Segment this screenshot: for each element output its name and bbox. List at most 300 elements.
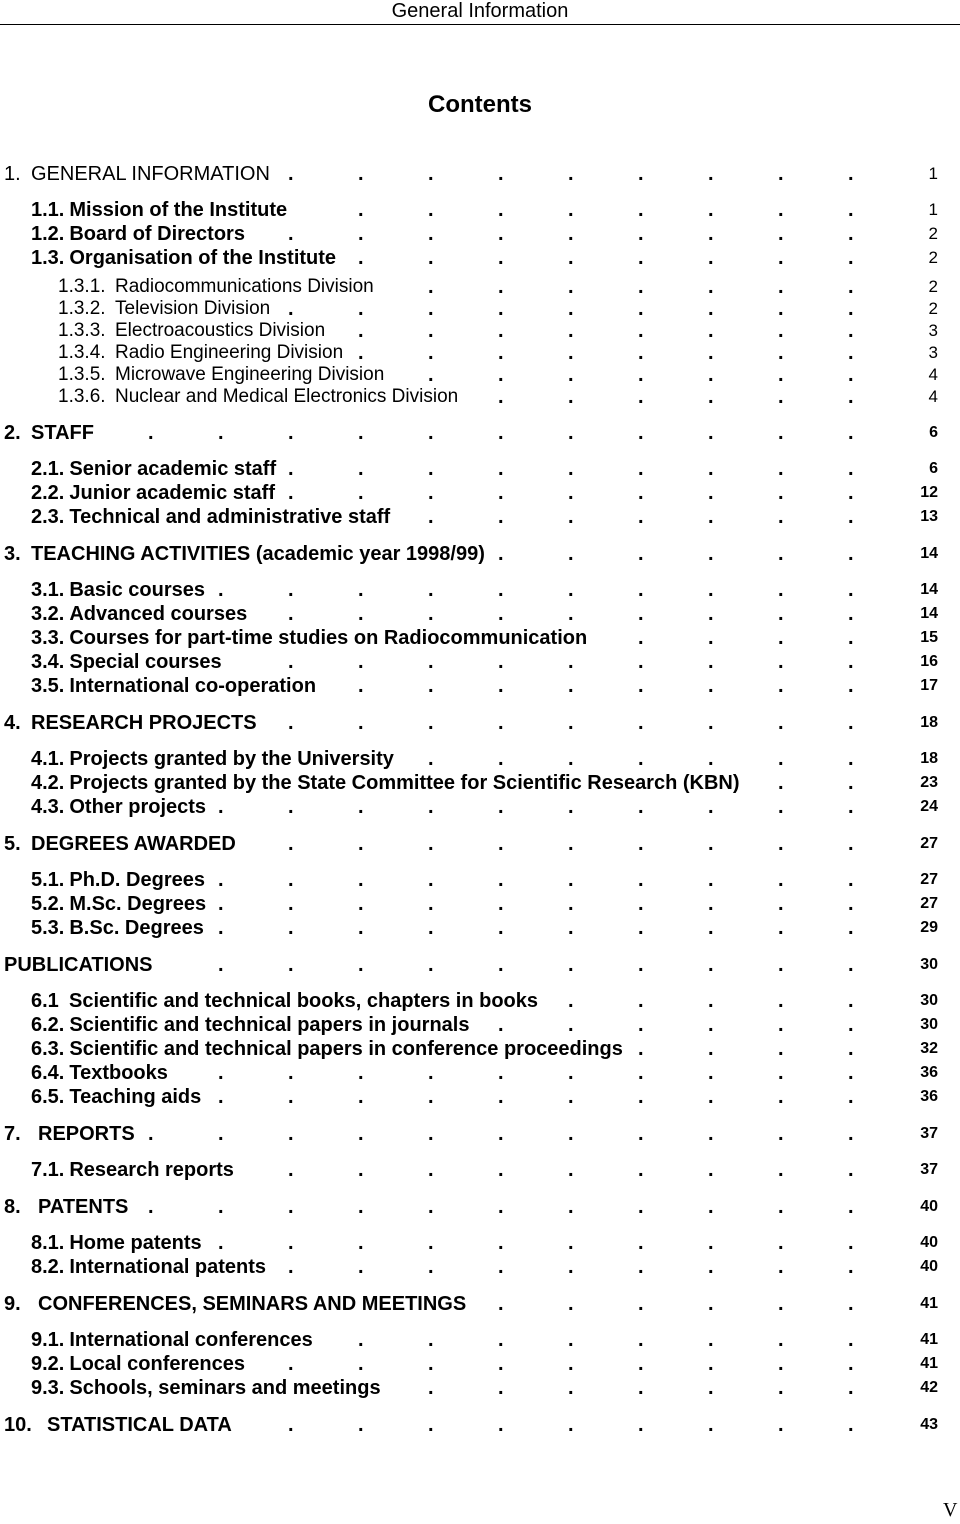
leader-dot: . (638, 1086, 644, 1108)
leader-dot: . (498, 1086, 504, 1108)
leader-dot: . (638, 482, 644, 504)
leader-dot: . (778, 1293, 784, 1315)
entry-number: 2.2. (31, 482, 65, 504)
table-of-contents (0, 149, 960, 1449)
leader-dot: . (428, 869, 434, 891)
page-number: 18 (920, 750, 938, 767)
toc-entry (0, 1158, 960, 1182)
entry-title: TEACHING ACTIVITIES (academic year 1998/99) (31, 543, 485, 565)
leader-dot: . (848, 603, 854, 625)
toc-entry (0, 1413, 960, 1437)
leader-dot: . (638, 675, 644, 697)
page-number: 27 (920, 871, 938, 888)
leader-dot: . (778, 1123, 784, 1145)
entry-title: Courses for part-time studies on Radiocommunication (69, 627, 588, 649)
entry-title: STAFF (31, 422, 94, 444)
toc-entry (0, 989, 960, 1013)
page-number: 6 (929, 424, 938, 441)
toc-entry (0, 1037, 960, 1061)
leader-dot: . (708, 1062, 714, 1084)
toc-section (0, 711, 960, 819)
leader-dot: . (428, 320, 434, 342)
leader-dot: . (708, 506, 714, 528)
leader-dot: . (288, 482, 294, 504)
leader-dot: . (358, 482, 364, 504)
entry-title: B.Sc. Degrees (69, 917, 204, 939)
page-number: 4 (928, 365, 938, 384)
leader-dot: . (848, 712, 854, 734)
leader-dot: . (848, 223, 854, 245)
leader-dot: . (708, 163, 714, 185)
leader-dot: . (778, 1414, 784, 1436)
leader-dot: . (218, 954, 224, 976)
leader-dot: . (568, 712, 574, 734)
leader-dot: . (638, 1377, 644, 1399)
leader-dot: . (638, 543, 644, 565)
leader-dot: . (778, 1014, 784, 1036)
leader-dot: . (638, 422, 644, 444)
leader-dot: . (708, 1256, 714, 1278)
leader-dot: . (638, 1414, 644, 1436)
toc-entry (0, 1231, 960, 1255)
page-number: 1 (928, 200, 938, 219)
leader-dot: . (708, 579, 714, 601)
page-number: 42 (920, 1379, 938, 1396)
leader-dot: . (428, 247, 434, 269)
entry-title: Organisation of the Institute (69, 247, 337, 269)
leader-dot: . (848, 651, 854, 673)
leader-dot: . (568, 869, 574, 891)
leader-dot: . (638, 748, 644, 770)
entry-title: Radiocommunications Division (115, 276, 374, 297)
leader-dot: . (778, 364, 784, 386)
leader-dot: . (498, 276, 504, 298)
leader-dot: . (708, 954, 714, 976)
entry-number: 6.5. (31, 1086, 65, 1108)
entry-number: 1.3.2. (58, 298, 106, 319)
leader-dot: . (778, 1196, 784, 1218)
entry-number: 1.1. (31, 199, 65, 221)
toc-entry (0, 1376, 960, 1400)
leader-dot: . (638, 1159, 644, 1181)
leader-dot: . (428, 603, 434, 625)
leader-dot: . (848, 893, 854, 915)
leader-dot: . (848, 247, 854, 269)
leader-dot: . (708, 833, 714, 855)
entry-number: 1.2. (31, 223, 65, 245)
leader-dot: . (428, 833, 434, 855)
leader-dot: . (638, 627, 644, 649)
leader-dot: . (218, 1196, 224, 1218)
leader-dot: . (778, 1377, 784, 1399)
toc-entry (0, 542, 960, 566)
leader-dot: . (498, 1414, 504, 1436)
leader-dot: . (288, 1062, 294, 1084)
entry-title: RESEARCH PROJECTS (31, 712, 257, 734)
leader-dot: . (498, 506, 504, 528)
entry-number: 3.5. (31, 675, 65, 697)
leader-dot: . (848, 1062, 854, 1084)
leader-dot: . (288, 163, 294, 185)
leader-dot: . (568, 320, 574, 342)
toc-entry (0, 162, 960, 186)
toc-entry (0, 832, 960, 856)
leader-dot: . (568, 990, 574, 1012)
leader-dot: . (428, 893, 434, 915)
entry-number: 1.3.4. (58, 342, 106, 363)
entry-number: 3.4. (31, 651, 65, 673)
entry-number: 7. (4, 1123, 21, 1145)
leader-dot: . (708, 543, 714, 565)
entry-title: International co-operation (69, 675, 317, 697)
entry-title: DEGREES AWARDED (31, 833, 236, 855)
leader-dot: . (568, 1123, 574, 1145)
toc-entry (0, 342, 960, 364)
leader-dot: . (288, 422, 294, 444)
leader-dot: . (778, 675, 784, 697)
toc-entry (0, 1292, 960, 1316)
entry-number: 1. (4, 163, 21, 185)
leader-dot: . (288, 917, 294, 939)
leader-dot: . (568, 1293, 574, 1315)
entry-number: 1.3.5. (58, 364, 106, 385)
leader-dot: . (498, 675, 504, 697)
toc-entry (0, 626, 960, 650)
toc-entry (0, 298, 960, 320)
leader-dot: . (708, 1014, 714, 1036)
leader-dot: . (358, 1086, 364, 1108)
leader-dot: . (358, 917, 364, 939)
leader-dot: . (568, 386, 574, 408)
leader-dot: . (428, 675, 434, 697)
page-number: 3 (928, 343, 938, 362)
leader-dot: . (708, 1123, 714, 1145)
leader-dot: . (638, 386, 644, 408)
leader-dot: . (568, 579, 574, 601)
toc-entry (0, 246, 960, 270)
page-number: 6 (929, 460, 938, 477)
entry-number: 2.1. (31, 458, 65, 480)
entry-title: PUBLICATIONS (4, 954, 153, 976)
leader-dot: . (848, 543, 854, 565)
entry-title: Board of Directors (69, 223, 245, 245)
leader-dot: . (778, 320, 784, 342)
entry-title: Electroacoustics Division (115, 320, 326, 341)
toc-entry (0, 1122, 960, 1146)
leader-dot: . (498, 482, 504, 504)
entry-number: 8.1. (31, 1232, 65, 1254)
leader-dot: . (708, 422, 714, 444)
entry-number: 1.3.1. (58, 276, 106, 297)
leader-dot: . (848, 276, 854, 298)
leader-dot: . (848, 1293, 854, 1315)
toc-entry (0, 222, 960, 246)
leader-dot: . (568, 1353, 574, 1375)
leader-dot: . (568, 163, 574, 185)
toc-entry (0, 953, 960, 977)
leader-dot: . (428, 458, 434, 480)
page-number: 41 (920, 1355, 938, 1372)
page-number: 24 (920, 798, 938, 815)
leader-dot: . (428, 954, 434, 976)
entry-title: Teaching aids (69, 1086, 202, 1108)
toc-entry (0, 364, 960, 386)
leader-dot: . (428, 1353, 434, 1375)
leader-dot: . (638, 1062, 644, 1084)
leader-dot: . (358, 651, 364, 673)
leader-dot: . (498, 1196, 504, 1218)
leader-dot: . (638, 579, 644, 601)
toc-entry (0, 747, 960, 771)
leader-dot: . (848, 298, 854, 320)
leader-dot: . (428, 1062, 434, 1084)
leader-dot: . (708, 893, 714, 915)
page-number: 41 (920, 1295, 938, 1312)
leader-dot: . (358, 342, 364, 364)
entry-title: Scientific and technical papers in journals (69, 1014, 470, 1036)
leader-dot: . (358, 579, 364, 601)
page-number: 40 (920, 1234, 938, 1251)
leader-dot: . (848, 833, 854, 855)
leader-dot: . (708, 386, 714, 408)
page-number: 43 (920, 1416, 938, 1433)
page-number: 37 (920, 1125, 938, 1142)
page-number: 36 (920, 1088, 938, 1105)
leader-dot: . (218, 796, 224, 818)
page-number: 36 (920, 1064, 938, 1081)
toc-entry (0, 602, 960, 626)
toc-entry (0, 198, 960, 222)
leader-dot: . (358, 1329, 364, 1351)
leader-dot: . (638, 1014, 644, 1036)
leader-dot: . (428, 1086, 434, 1108)
leader-dot: . (568, 917, 574, 939)
leader-dot: . (428, 1159, 434, 1181)
entry-number: 5.3. (31, 917, 65, 939)
toc-entry (0, 1013, 960, 1037)
leader-dot: . (358, 199, 364, 221)
entry-number: 4.1. (31, 748, 65, 770)
leader-dot: . (708, 869, 714, 891)
leader-dot: . (568, 675, 574, 697)
leader-dot: . (778, 772, 784, 794)
leader-dot: . (428, 651, 434, 673)
leader-dot: . (498, 796, 504, 818)
leader-dot: . (708, 1414, 714, 1436)
leader-dot: . (848, 163, 854, 185)
leader-dot: . (358, 796, 364, 818)
leader-dot: . (778, 1232, 784, 1254)
leader-dot: . (848, 458, 854, 480)
leader-dot: . (568, 364, 574, 386)
leader-dot: . (498, 1062, 504, 1084)
entry-title: M.Sc. Degrees (69, 893, 207, 915)
leader-dot: . (498, 543, 504, 565)
leader-dot: . (218, 1123, 224, 1145)
leader-dot: . (358, 1232, 364, 1254)
entry-number: 4.2. (31, 772, 65, 794)
leader-dot: . (778, 458, 784, 480)
leader-dot: . (568, 651, 574, 673)
page-number: 15 (920, 629, 938, 646)
entry-number: 6.1 (31, 990, 59, 1012)
leader-dot: . (498, 1014, 504, 1036)
leader-dot: . (638, 1353, 644, 1375)
leader-dot: . (498, 893, 504, 915)
entry-title: GENERAL INFORMATION (31, 163, 270, 185)
leader-dot: . (708, 364, 714, 386)
leader-dot: . (708, 1159, 714, 1181)
leader-dot: . (638, 833, 644, 855)
leader-dot: . (568, 1329, 574, 1351)
leader-dot: . (708, 675, 714, 697)
entry-number: 1.3. (31, 247, 65, 269)
leader-dot: . (358, 298, 364, 320)
leader-dot: . (218, 422, 224, 444)
leader-dot: . (778, 276, 784, 298)
leader-dot: . (498, 1159, 504, 1181)
entry-number: 2. (4, 422, 21, 444)
leader-dot: . (848, 990, 854, 1012)
leader-dot: . (778, 543, 784, 565)
leader-dot: . (288, 603, 294, 625)
entry-number: 5. (4, 833, 21, 855)
page-title: Contents (428, 91, 532, 118)
leader-dot: . (638, 223, 644, 245)
toc-entry (0, 1085, 960, 1109)
leader-dot: . (778, 712, 784, 734)
entry-title: Junior academic staff (69, 482, 275, 504)
leader-dot: . (848, 320, 854, 342)
page-number: 27 (920, 895, 938, 912)
leader-dot: . (218, 869, 224, 891)
leader-dot: . (428, 1256, 434, 1278)
leader-dot: . (848, 1038, 854, 1060)
leader-dot: . (778, 893, 784, 915)
leader-dot: . (848, 1123, 854, 1145)
leader-dot: . (778, 954, 784, 976)
leader-dot: . (498, 422, 504, 444)
page-number: 1 (928, 164, 938, 183)
leader-dot: . (778, 869, 784, 891)
leader-dot: . (288, 893, 294, 915)
leader-dot: . (498, 1232, 504, 1254)
leader-dot: . (288, 712, 294, 734)
leader-dot: . (708, 748, 714, 770)
leader-dot: . (638, 342, 644, 364)
page-number: 12 (920, 484, 938, 501)
entry-number: 4. (4, 712, 21, 734)
entry-number: 4.3. (31, 796, 65, 818)
page-number: 23 (920, 774, 938, 791)
leader-dot: . (358, 675, 364, 697)
leader-dot: . (778, 298, 784, 320)
toc-entry (0, 320, 960, 342)
entry-number: 3.1. (31, 579, 65, 601)
leader-dot: . (428, 506, 434, 528)
leader-dot: . (498, 163, 504, 185)
leader-dot: . (778, 247, 784, 269)
entry-number: 9.1. (31, 1329, 65, 1351)
leader-dot: . (708, 223, 714, 245)
leader-dot: . (288, 1159, 294, 1181)
leader-dot: . (568, 1414, 574, 1436)
leader-dot: . (848, 364, 854, 386)
toc-section (0, 1292, 960, 1400)
leader-dot: . (638, 364, 644, 386)
leader-dot: . (708, 276, 714, 298)
leader-dot: . (708, 320, 714, 342)
leader-dot: . (498, 1377, 504, 1399)
entry-title: Radio Engineering Division (115, 342, 344, 363)
leader-dot: . (498, 458, 504, 480)
leader-dot: . (358, 458, 364, 480)
leader-dot: . (428, 163, 434, 185)
entry-title: Schools, seminars and meetings (69, 1377, 381, 1399)
entry-number: 6.3. (31, 1038, 65, 1060)
toc-entry (0, 868, 960, 892)
page-number: 30 (920, 1016, 938, 1033)
leader-dot: . (638, 990, 644, 1012)
toc-entry (0, 892, 960, 916)
leader-dot: . (568, 1196, 574, 1218)
leader-dot: . (568, 833, 574, 855)
leader-dot: . (778, 833, 784, 855)
leader-dot: . (148, 422, 154, 444)
leader-dot: . (428, 796, 434, 818)
leader-dot: . (848, 772, 854, 794)
leader-dot: . (288, 1232, 294, 1254)
leader-dot: . (358, 1123, 364, 1145)
page-number: 29 (920, 919, 938, 936)
entry-title: Projects granted by the University (69, 748, 394, 770)
leader-dot: . (708, 1377, 714, 1399)
leader-dot: . (288, 579, 294, 601)
leader-dot: . (708, 796, 714, 818)
leader-dot: . (848, 482, 854, 504)
leader-dot: . (638, 298, 644, 320)
leader-dot: . (848, 342, 854, 364)
entry-number: 3.3. (31, 627, 65, 649)
page-number: 27 (920, 835, 938, 852)
leader-dot: . (638, 320, 644, 342)
page-number: 3 (928, 321, 938, 340)
leader-dot: . (498, 342, 504, 364)
page-number: 30 (920, 956, 938, 973)
leader-dot: . (638, 199, 644, 221)
leader-dot: . (708, 651, 714, 673)
leader-dot: . (568, 603, 574, 625)
leader-dot: . (568, 342, 574, 364)
leader-dot: . (148, 1196, 154, 1218)
leader-dot: . (218, 1062, 224, 1084)
entry-number: 6.2. (31, 1014, 65, 1036)
leader-dot: . (708, 1329, 714, 1351)
page-number: 37 (920, 1161, 938, 1178)
toc-entry (0, 674, 960, 698)
page-number: 2 (928, 277, 938, 296)
leader-dot: . (638, 917, 644, 939)
leader-dot: . (638, 651, 644, 673)
leader-dot: . (568, 458, 574, 480)
toc-section (0, 953, 960, 1109)
leader-dot: . (358, 1414, 364, 1436)
leader-dot: . (568, 298, 574, 320)
leader-dot: . (498, 223, 504, 245)
entry-number: 8.2. (31, 1256, 65, 1278)
leader-dot: . (778, 1159, 784, 1181)
page-number: 40 (920, 1258, 938, 1275)
